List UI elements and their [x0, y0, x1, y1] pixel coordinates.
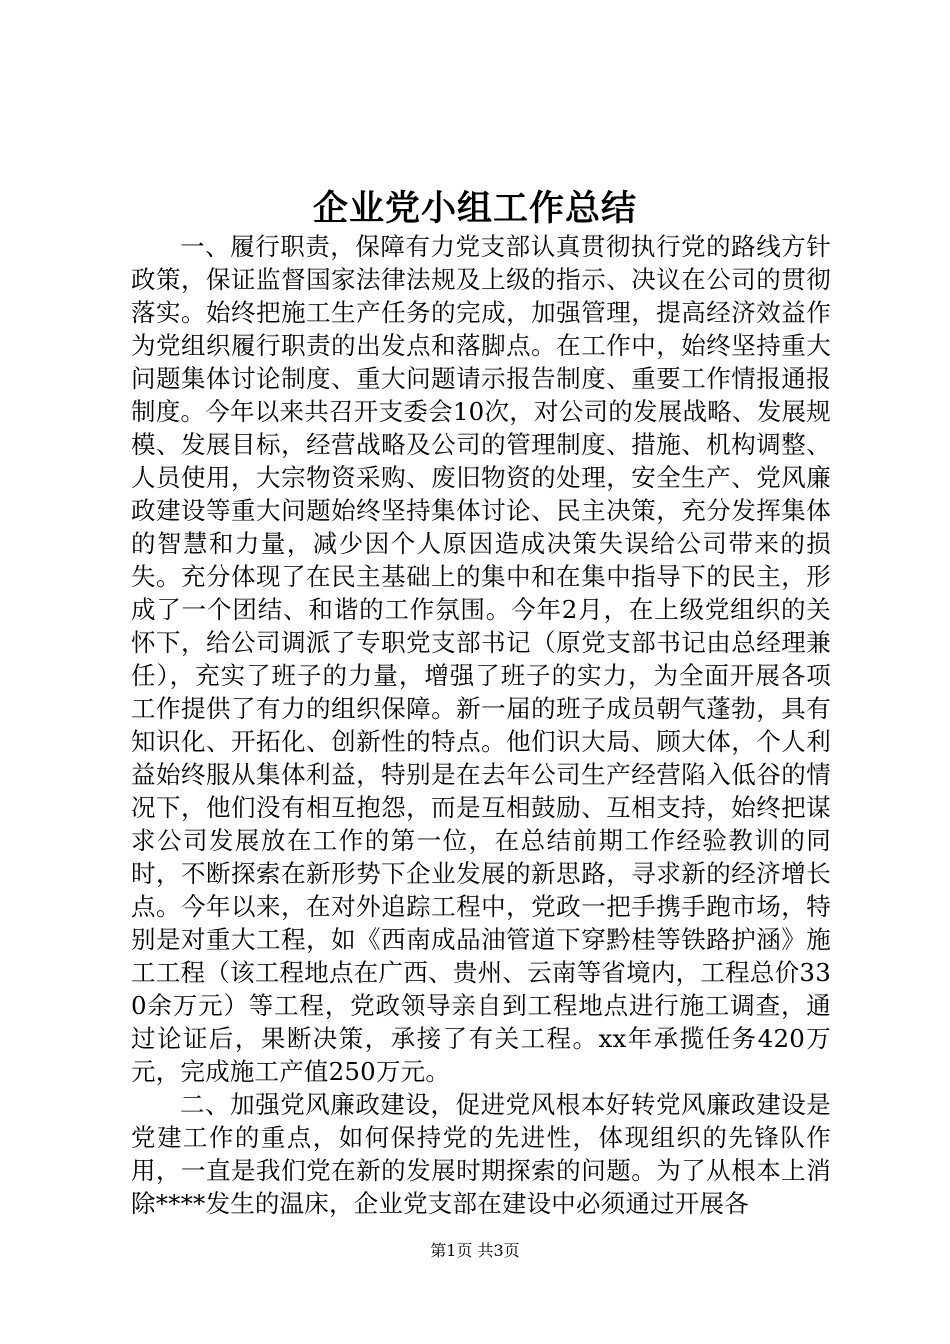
paragraph-1: 一、履行职责，保障有力党支部认真贯彻执行党的路线方针政策，保证监督国家法律法规及上级的指示、决议在公司的贯彻落实。始终把施工生产任务的完成，加强管理，提高经济效益作为党组织履行职责的出发点和落脚点。在工作中，始终坚持重大问题集体讨论制度、重大问题请示报告制度、重要工作情报通报制度。今年以来共召开支委会10次，对公司的发展战略、发展规模、发展目标，经营战略及公司的管理制度、措施、机构调整、人员使用，大宗物资采购、废旧物资的处理，安全生产、党风廉政建设等重大问题始终坚持集体讨论、民主决策，充分发挥集体的智慧和力量，减少因个人原因造成决策失误给公司带来的损失。充分体现了在民主基础上的集中和在集中指导下的民主，形成了一个团结、和谐的工作氛围。今年2月，在上级党组织的关怀下，给公司调派了专职党支部书记（原党支部书记由总经理兼任），充实了班子的力量，增强了班子的实力，为全面开展各项工作提供了有力的组织保障。新一届的班子成员朝气蓬勃，具有知识化、开拓化、创新性的特点。他们识大局、顾大体，个人利益始终服从集体利益，特别是在去年公司生产经营陷入低谷的情况下，他们没有相互抱怨，而是互相鼓励、互相支持，始终把谋求公司发展放在工作的第一位，在总结前期工作经验教训的同时，不断探索在新形势下企业发展的新思路，寻求新的经济增长点。今年以来，在对外追踪工程中，党政一把手携手跑市场，特别是对重大工程，如《西南成品油管道下穿黔桂等铁路护涵》施工工程（该工程地点在广西、贵州、云南等省境内，工程总价330余万元）等工程，党政领导亲自到工程地点进行施工调查，通过论证后，果断决策，承接了有关工程。xx年承揽任务420万元，完成施工产值250万元。 — [131, 232, 831, 1086]
page-footer: 第1页 共3页 — [430, 1241, 520, 1260]
document-body — [131, 230, 831, 1220]
document-title: 企业党小组工作总结 — [312, 188, 637, 229]
paragraph-2: 二、加强党风廉政建设，促进党风根本好转党风廉政建设是党建工作的重点，如何保持党的先进性，体现组织的先锋队作用，一直是我们党在新的发展时期探索的问题。为了从根本上消除****发生的温床，企业党支部在建设中必须通过开展各 — [131, 1090, 831, 1218]
